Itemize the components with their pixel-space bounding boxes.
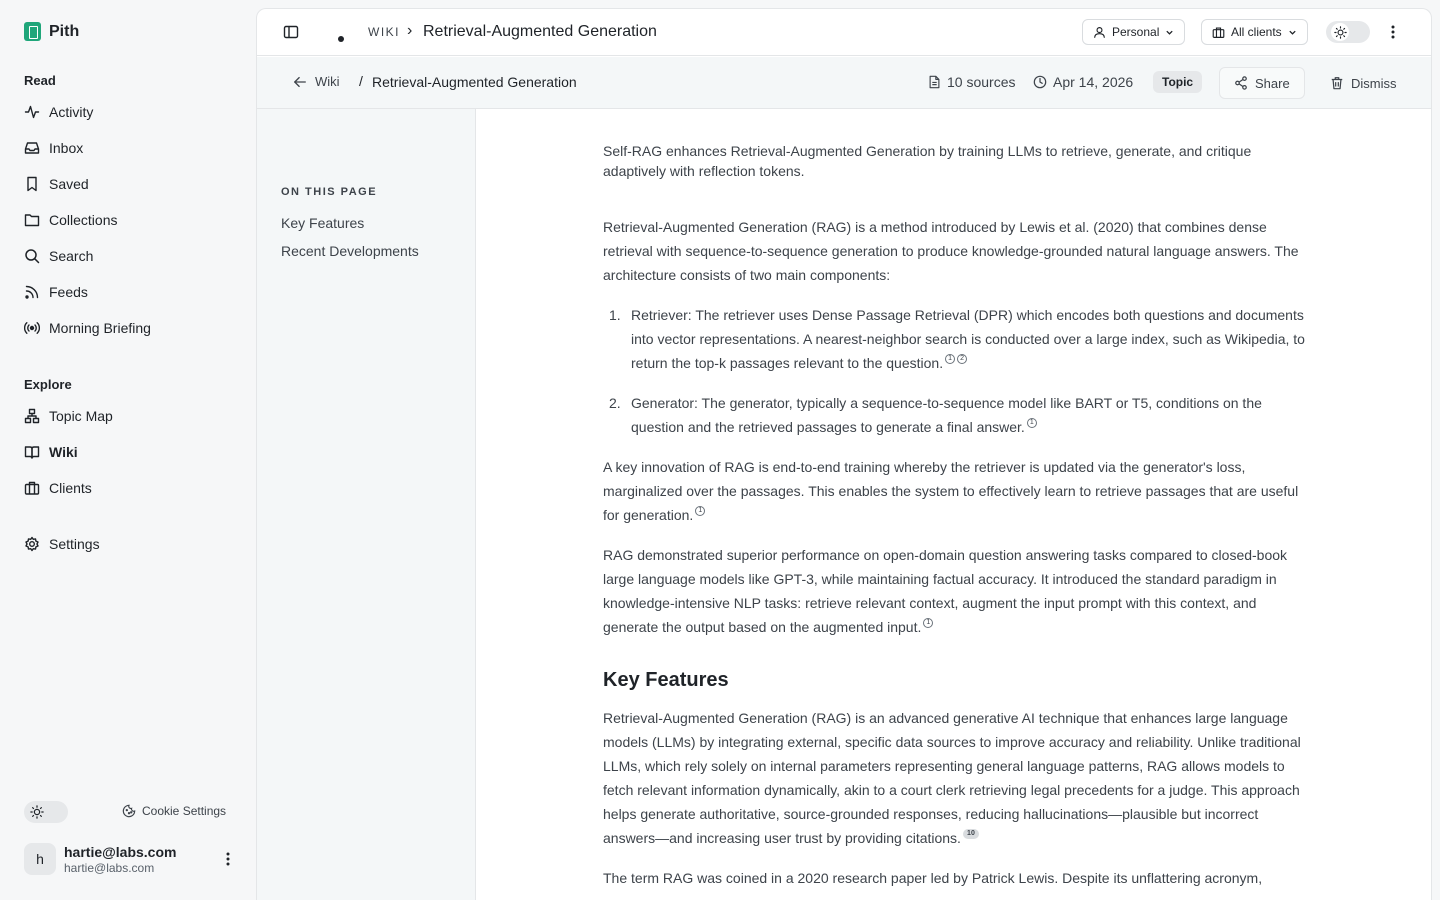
sidebar-item-search[interactable] — [24, 238, 234, 274]
breadcrumb-separator: › — [407, 22, 413, 39]
brand-name: Pith — [49, 22, 80, 40]
sidebar — [0, 0, 256, 900]
sidebar-item-label: Saved — [49, 176, 89, 192]
components-list — [603, 303, 1309, 439]
cookie-settings-button[interactable] — [122, 804, 226, 818]
trash-icon — [1330, 76, 1344, 90]
sidebar-item-saved[interactable] — [24, 166, 234, 202]
user-icon — [1093, 26, 1106, 39]
network-icon — [24, 408, 40, 424]
article-paragraph-term: The term RAG was coined in a 2020 research paper led by Patrick Lewis. Despite its unflattering acronym, — [603, 870, 1263, 886]
sidebar-item-label: Activity — [49, 104, 94, 120]
clock-icon — [1033, 75, 1047, 89]
list-number: 1. — [609, 307, 621, 323]
sidebar-item-activity[interactable] — [24, 94, 234, 130]
article-intro: Retrieval-Augmented Generation (RAG) is a method introduced by Lewis et al. (2020) that combines dense retrieval with sequence-to-sequence generation to produce knowledge-grounded natural language answers. The architecture consists of two main components: — [603, 219, 1299, 283]
brand[interactable] — [24, 22, 79, 41]
list-number: 2. — [609, 395, 621, 411]
page-toolbar — [257, 57, 1431, 109]
chevron-down-icon — [1288, 28, 1297, 37]
cookie-icon — [122, 804, 136, 818]
arrow-left-icon — [293, 75, 307, 89]
date-label: Apr 14, 2026 — [1053, 74, 1134, 90]
share-button[interactable] — [1219, 67, 1305, 99]
list-text — [631, 303, 1309, 375]
sidebar-item-collections[interactable] — [24, 202, 234, 238]
sidebar-theme-toggle[interactable] — [24, 801, 68, 823]
sidebar-item-clients[interactable] — [24, 470, 234, 506]
toc-item-key-features[interactable]: Key Features — [281, 215, 365, 231]
status-dot — [338, 36, 344, 42]
user-email: hartie@labs.com — [64, 861, 155, 875]
citation-badge[interactable]: 1 — [1027, 418, 1037, 428]
subbar-title: Retrieval-Augmented Generation — [372, 74, 577, 90]
list-item — [603, 391, 1309, 439]
dismiss-label: Dismiss — [1351, 75, 1397, 91]
sidebar-item-label: Clients — [49, 480, 92, 496]
updated-date — [1033, 74, 1133, 90]
user-menu — [24, 843, 236, 875]
topbar — [257, 9, 1431, 56]
clients-select[interactable] — [1201, 19, 1308, 45]
pith-logo-icon — [24, 22, 41, 41]
avatar[interactable]: h — [24, 843, 56, 875]
briefcase-icon — [24, 480, 40, 496]
kebab-icon — [226, 852, 230, 866]
citation-badge[interactable]: 10 — [963, 829, 979, 839]
share-label: Share — [1255, 75, 1290, 91]
activity-icon — [24, 104, 40, 120]
table-of-contents — [257, 109, 476, 900]
sidebar-item-label: Settings — [49, 536, 100, 552]
sun-icon — [1334, 26, 1347, 39]
article-body — [603, 141, 1309, 900]
cookie-settings-label: Cookie Settings — [142, 804, 227, 818]
back-label: Wiki — [315, 74, 340, 89]
toc-item-recent-developments[interactable]: Recent Developments — [281, 243, 419, 259]
sidebar-item-feeds[interactable] — [24, 274, 234, 310]
sources-count[interactable] — [928, 74, 1015, 90]
settings-nav — [24, 526, 234, 562]
sidebar-item-label: Search — [49, 248, 94, 264]
user-info — [64, 843, 212, 875]
broadcast-icon — [24, 320, 40, 336]
sidebar-item-label: Topic Map — [49, 408, 113, 424]
back-to-wiki-button[interactable] — [293, 74, 340, 89]
sidebar-item-inbox[interactable] — [24, 130, 234, 166]
breadcrumb-root[interactable]: WIKI — [368, 25, 400, 39]
paragraph-text: A key innovation of RAG is end-to-end training whereby the retriever is updated via the generator's loss, marginalized over the passages. This enables the system to effectively learn to retrieve passages that are useful for generation. — [603, 459, 1299, 523]
more-options-icon[interactable] — [1385, 24, 1401, 40]
gear-icon — [24, 536, 40, 552]
bookmark-icon — [24, 176, 40, 192]
building-icon — [1212, 26, 1225, 39]
subbar-separator: / — [359, 73, 363, 89]
theme-toggle[interactable] — [1326, 21, 1370, 43]
list-item — [603, 303, 1309, 375]
sources-label: 10 sources — [947, 74, 1016, 90]
user-menu-button[interactable] — [220, 851, 236, 867]
type-badge: Topic — [1153, 71, 1202, 93]
list-text-body: Generator: The generator, typically a sequence-to-sequence model like BART or T5, conditions on the question and the retrieved passages to generate a final answer. — [631, 395, 1262, 435]
document-icon — [928, 75, 941, 89]
article-paragraph-performance — [603, 543, 1309, 639]
share-icon — [1234, 76, 1248, 90]
citation-badge[interactable]: 2 — [957, 354, 967, 364]
sidebar-item-settings[interactable] — [24, 526, 234, 562]
dismiss-button[interactable] — [1316, 67, 1411, 99]
sidebar-item-label: Collections — [49, 212, 118, 228]
citation-badge[interactable]: 1 — [695, 506, 705, 516]
sidebar-item-label: Morning Briefing — [49, 320, 151, 336]
sidebar-item-morning-briefing[interactable] — [24, 310, 234, 346]
page-title: Retrieval-Augmented Generation — [423, 23, 657, 40]
workspace-select[interactable] — [1082, 19, 1185, 45]
sidebar-item-topic-map[interactable] — [24, 398, 234, 434]
book-icon — [24, 444, 40, 460]
article-paragraph-key — [603, 706, 1309, 850]
explore-nav — [24, 398, 234, 506]
section-heading-key-features: Key Features — [603, 669, 729, 691]
paragraph-text: Retrieval-Augmented Generation (RAG) is an advanced generative AI technique that enhances large language models (LLMs) by integrating external, specific data sources to improve accuracy and reliability. Unlike traditional LLMs, which rely solely on internal parameters representing general language patterns, RAG allows models to fetch relevant information dynamically, akin to a court clerk retrieving legal precedents for a judge. This approach helps generate authoritative, source-grounded responses, reducing hallucinations—plausible but incorrect answers—and increasing user trust by providing citations. — [603, 710, 1301, 846]
user-name: hartie@labs.com — [64, 844, 177, 860]
rss-icon — [24, 284, 40, 300]
clients-label: All clients — [1231, 25, 1282, 39]
read-nav — [24, 94, 234, 346]
section-label-read: Read — [24, 73, 56, 88]
list-text — [631, 391, 1309, 439]
article-paragraph-training — [603, 455, 1309, 527]
article-summary: Self-RAG enhances Retrieval-Augmented Generation by training LLMs to retrieve, generate, and critique adaptively with reflection tokens. — [603, 143, 1252, 179]
folder-icon — [24, 212, 40, 228]
section-label-explore: Explore — [24, 377, 72, 392]
theme-toggle-knob — [1331, 23, 1349, 41]
chevron-down-icon — [1165, 28, 1174, 37]
workspace-label: Personal — [1112, 25, 1160, 39]
sun-icon — [30, 805, 44, 819]
paragraph-text: RAG demonstrated superior performance on open-domain question answering tasks compared to closed-book large language models like GPT-3, while maintaining factual accuracy. It introduced the standard paradigm in knowledge-intensive NLP tasks: retrieve relevant context, augment the input prompt with this context, and generate the output based on the augmented input. — [603, 547, 1288, 635]
main-panel — [256, 8, 1432, 900]
sidebar-toggle-icon[interactable] — [283, 24, 299, 40]
toc-heading: ON THIS PAGE — [281, 186, 378, 198]
list-text-body: Retriever: The retriever uses Dense Passage Retrieval (DPR) which encodes both questions and documents into vector representations. A nearest-neighbor search is conducted over a large index, such as Wikipedia, to return the top-k passages relevant to the question. — [631, 307, 1305, 371]
sidebar-item-label: Inbox — [49, 140, 84, 156]
sidebar-item-label: Feeds — [49, 284, 88, 300]
citation-badge[interactable]: 1 — [945, 354, 955, 364]
sidebar-item-wiki[interactable] — [24, 434, 234, 470]
citation-badge[interactable]: 1 — [923, 618, 933, 628]
inbox-icon — [24, 140, 40, 156]
search-icon — [24, 248, 40, 264]
sidebar-item-label: Wiki — [49, 444, 78, 460]
